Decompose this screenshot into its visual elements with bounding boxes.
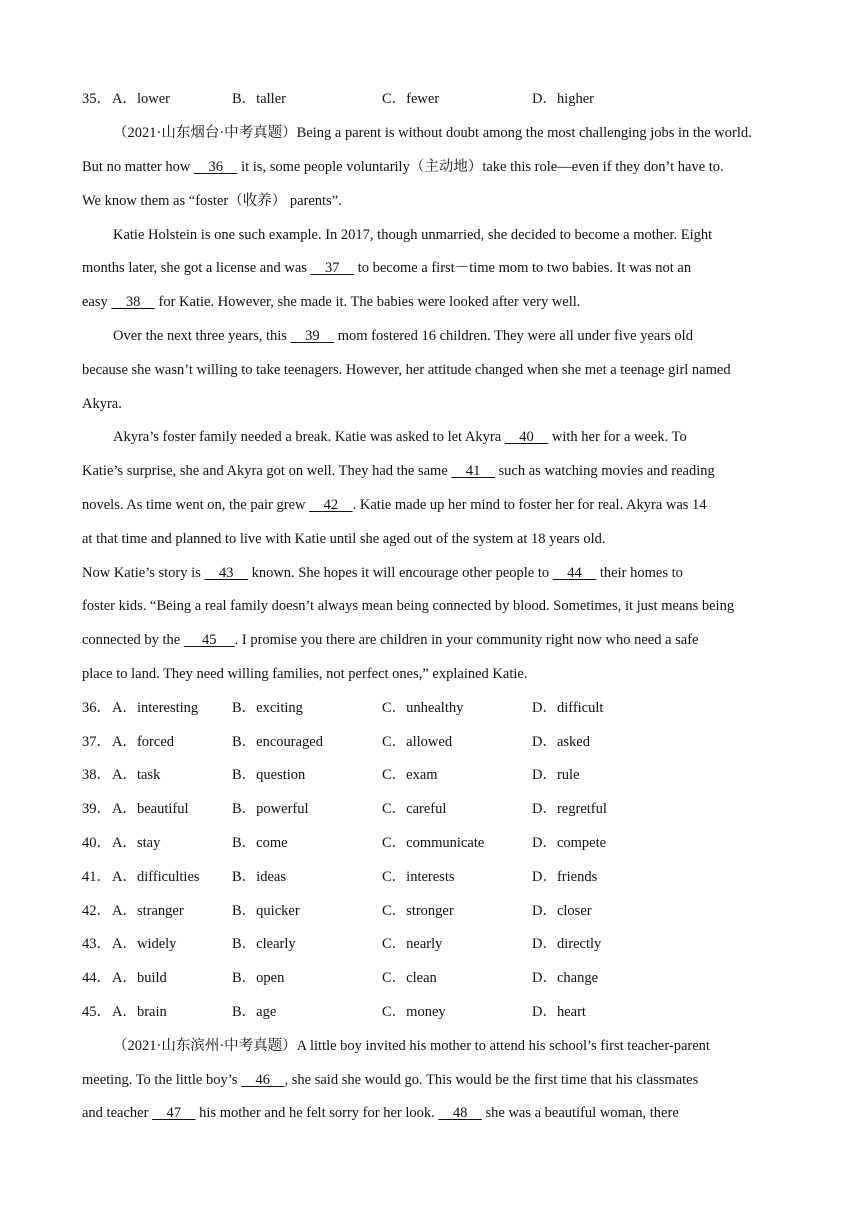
blank-40: 40 [519,429,534,445]
text: their homes to [596,565,683,581]
text: novels. As time went on, the pair grew [82,497,310,513]
passage-line [82,1070,698,1090]
passage-line [82,360,731,380]
option-c: C．fewer [382,91,440,107]
text: for Katie. However, she made it. The babies were looked after very well. [154,294,581,310]
option-d: D．higher [532,91,595,107]
blank-42: 42 [323,497,339,513]
option-b: B．ideas [232,869,286,885]
text: （2021·山东滨州·中考真题）A little boy invited his mother to attend his school’s first teacher-parent [113,1038,710,1054]
option-d: D．asked [532,734,590,750]
text: （2021·山东烟台·中考真题）Being a parent is without doubt among the most challenging jobs in the world. [113,125,752,141]
text: foster kids. “Being a real family doesn’t always mean being connected by blood. Sometimes, it just means being [82,598,735,614]
blank-41: 41 [465,463,481,479]
text: Katie Holstein is one such example. In 2017, though unmarried, she decided to become a mother. Eight [113,227,713,243]
question-number: 41． [82,869,111,885]
text: it is, some people voluntarily（主动地）take this role—even if they don’t have to. [237,159,724,175]
option-d: D．directly [532,936,602,952]
passage-line [113,427,687,447]
option-b: B．open [232,970,285,986]
text: easy [82,294,112,310]
text: with her for a week. To [548,429,687,445]
text: meeting. To the little boy’s [82,1072,242,1088]
option-a: A．task [112,767,161,783]
blank-43: 43 [218,565,234,581]
option-a: A．build [112,970,167,986]
option-c: C．clean [382,970,437,986]
passage-line [82,394,122,414]
option-b: B．quicker [232,903,300,919]
blank-48: 48 [452,1105,468,1121]
text: because she wasn’t willing to take teenagers. However, her attitude changed when she met a teenage girl named [82,362,731,378]
option-a: A．stranger [112,903,184,919]
question-number: 35． [82,91,111,107]
text: months later, she got a license and was [82,260,311,276]
passage-line [82,191,342,211]
blank-45: 45 [202,632,217,648]
blank-37: 37 [325,260,340,276]
blank-38: 38 [125,294,141,310]
option-a: A．lower [112,91,170,107]
text: she was a beautiful woman, there [481,1105,679,1121]
text: his mother and he felt sorry for her look. [195,1105,439,1121]
option-a: A．beautiful [112,801,189,817]
option-c: C．communicate [382,835,485,851]
blank-47: 47 [166,1105,182,1121]
option-b: B．exciting [232,700,303,716]
text: . Katie made up her mind to foster her for real. Akyra was 14 [352,497,707,513]
question-number: 36． [82,700,111,716]
text: place to land. They need willing families, not perfect ones,” explained Katie. [82,666,528,682]
option-c: C．allowed [382,734,453,750]
blank-46: 46 [255,1072,271,1088]
option-c: C．money [382,1004,446,1020]
option-b: B．encouraged [232,734,323,750]
option-c: C．nearly [382,936,443,952]
passage-line [113,123,752,143]
option-c: C．unhealthy [382,700,464,716]
option-b: B．come [232,835,288,851]
option-b: B．powerful [232,801,309,817]
option-c: C．interests [382,869,455,885]
passage-line [82,258,691,278]
text: mom fostered 16 children. They were all under five years old [334,328,693,344]
blank-39: 39 [305,328,320,344]
question-number: 40． [82,835,111,851]
passage-line [82,157,724,177]
text: Over the next three years, this [113,328,291,344]
text: connected by the [82,632,184,648]
option-a: A．difficulties [112,869,200,885]
option-a: A．interesting [112,700,199,716]
text: Akyra’s foster family needed a break. Katie was asked to let Akyra [113,429,505,445]
option-d: D．heart [532,1004,586,1020]
option-b: B．age [232,1004,277,1020]
question-number: 37． [82,734,111,750]
text: We know them as “foster（收养） parents”. [82,193,342,209]
option-d: D．rule [532,767,580,783]
passage-line [113,326,693,346]
question-number: 39． [82,801,111,817]
option-d: D．friends [532,869,598,885]
passage-line [82,461,715,481]
passage-line [82,664,527,684]
question-number: 38． [82,767,111,783]
text: at that time and planned to live with Katie until she aged out of the system at 18 years old. [82,531,606,547]
text: But no matter how [82,159,194,175]
passage-line [82,1103,679,1123]
passage-line [82,630,699,650]
passage-line [113,1036,710,1056]
option-c: C．exam [382,767,438,783]
question-number: 42． [82,903,111,919]
passage-line [82,596,734,616]
text: to become a first－time mom to two babies. It was not an [354,260,692,276]
option-b: B．clearly [232,936,296,952]
question-number: 43． [82,936,111,952]
option-d: D．difficult [532,700,604,716]
passage-line [82,563,683,583]
option-c: C．careful [382,801,447,817]
option-a: A．brain [112,1004,167,1020]
question-number: 45． [82,1004,111,1020]
option-c: C．stronger [382,903,454,919]
text: , she said she would go. This would be the first time that his classmates [284,1072,699,1088]
option-a: A．stay [112,835,161,851]
text: Katie’s surprise, she and Akyra got on well. They had the same [82,463,452,479]
passage-line [82,495,707,515]
text: such as watching movies and reading [494,463,715,479]
text: and teacher [82,1105,153,1121]
option-d: D．closer [532,903,592,919]
text: Akyra. [82,396,122,412]
passage-line [113,225,712,245]
question-number: 44． [82,970,111,986]
text: . I promise you there are children in your community right now who need a safe [234,632,699,648]
option-a: A．forced [112,734,175,750]
text: known. She hopes it will encourage other people to [247,565,553,581]
option-d: D．regretful [532,801,607,817]
option-a: A．widely [112,936,177,952]
blank-44: 44 [567,565,582,581]
passage-line [82,529,606,549]
blank-36: 36 [208,159,223,175]
option-d: D．compete [532,835,607,851]
option-b: B．taller [232,91,286,107]
option-b: B．question [232,767,306,783]
passage-line [82,292,580,312]
text: Now Katie’s story is [82,565,205,581]
option-d: D．change [532,970,599,986]
